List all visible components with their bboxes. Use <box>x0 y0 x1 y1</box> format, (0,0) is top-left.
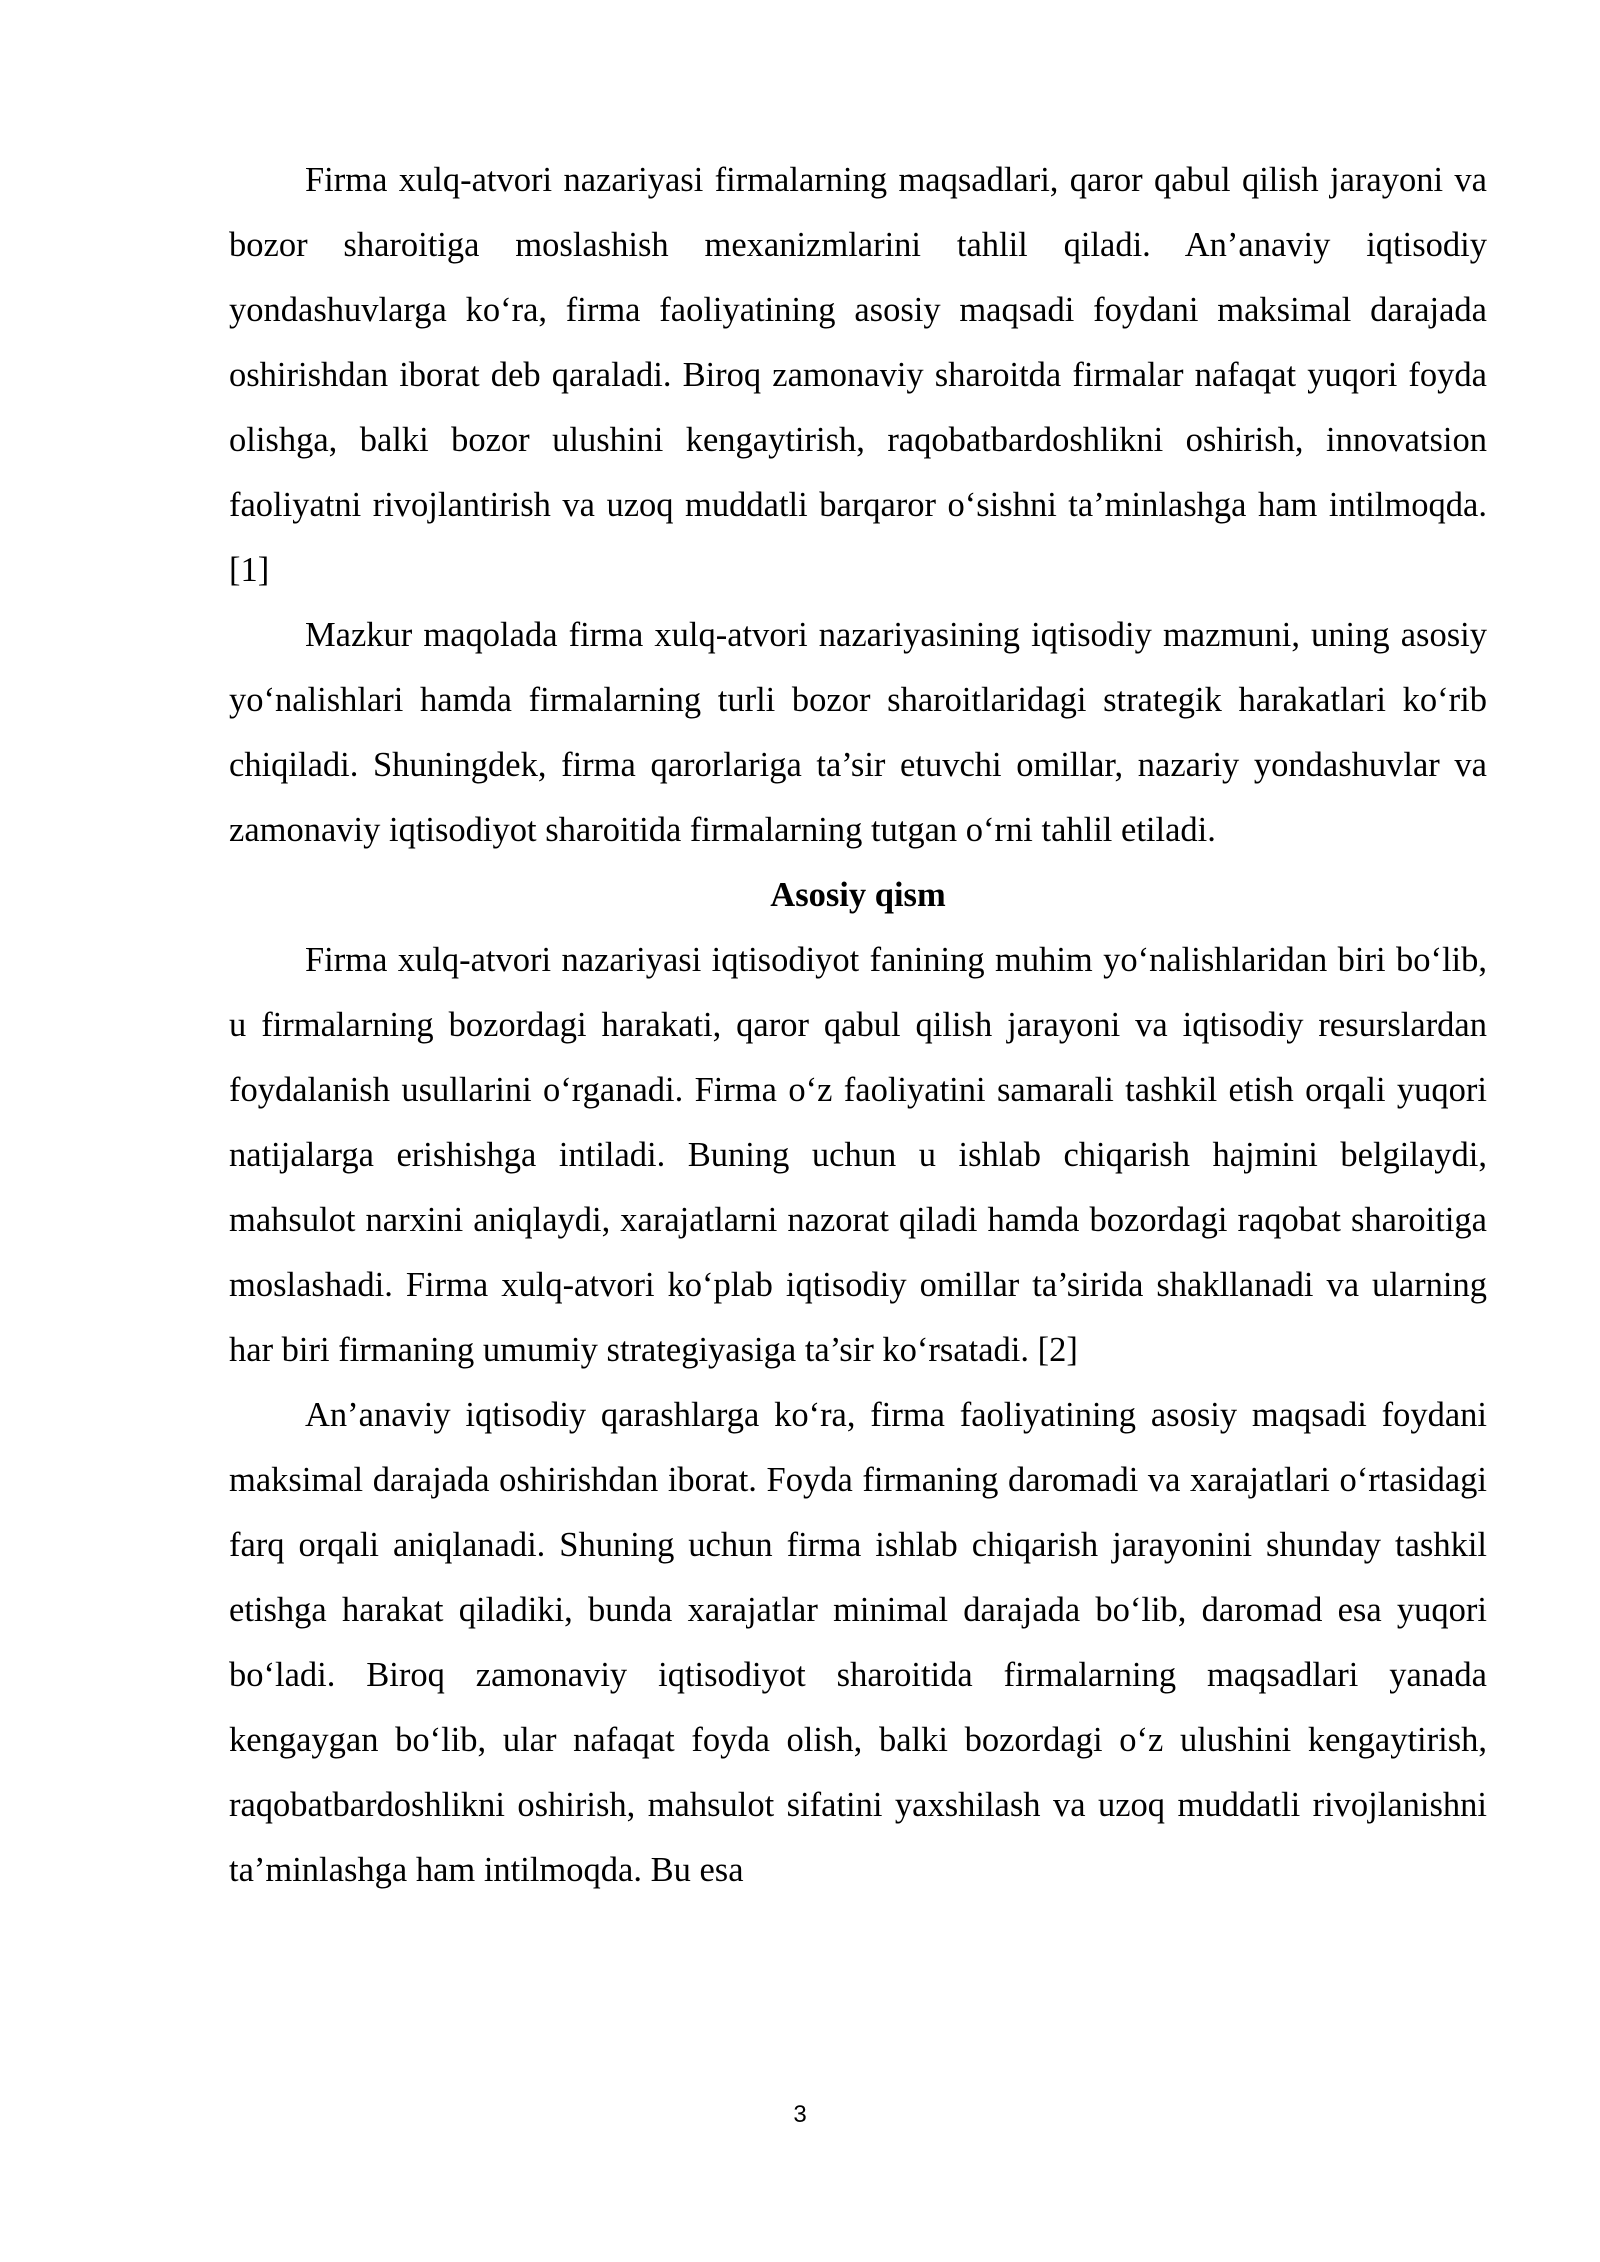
paragraph-intro-2: Mazkur maqolada firma xulq-atvori nazariyasining iqtisodiy mazmuni, uning asosiy yo‘nalishlari hamda firmalarning turli bozor sharoitlaridagi strategik harakatlari ko‘rib chiqiladi. Shuningdek, firma qarorlariga ta’sir etuvchi omillar, nazariy yondashuvlar va zamonaviy iqtisodiyot sharoitida firmalarning tutgan o‘rni tahlil etiladi. <box>229 616 1487 849</box>
paragraph-intro-1: Firma xulq-atvori nazariyasi firmalarning maqsadlari, qaror qabul qilish jarayoni va bozor sharoitiga moslashish mexanizmlarini tahlil qiladi. An’anaviy iqtisodiy yondashuvlarga ko‘ra, firma faoliyatining asosiy maqsadi foydani maksimal darajada oshirishdan iborat deb qaraladi. Biroq zamonaviy sharoitda firmalar nafaqat yuqori foyda olishga, balki bozor ulushini kengaytirish, raqobatbardoshlikni oshirish, innovatsion faoliyatni rivojlantirish va uzoq muddatli barqaror o‘sishni ta’minlashga ham intilmoqda.[1] <box>229 161 1487 589</box>
page-number: 3 <box>793 2101 807 2128</box>
paragraph-main-2: An’anaviy iqtisodiy qarashlarga ko‘ra, firma faoliyatining asosiy maqsadi foydani maksimal darajada oshirishdan iborat. Foyda firmaning daromadi va xarajatlari o‘rtasidagi farq orqali aniqlanadi. Shuning uchun firma ishlab chiqarish jarayonini shunday tashkil etishga harakat qiladiki, bunda xarajatlar minimal darajada bo‘lib, daromad esa yuqori bo‘ladi. Biroq zamonaviy iqtisodiyot sharoitida firmalarning maqsadlari yanada kengaygan bo‘lib, ular nafaqat foyda olish, balki bozordagi o‘z ulushini kengaytirish, raqobatbardoshlikni oshirish, mahsulot sifatini yaxshilash va uzoq muddatli rivojlanishni ta’minlashga ham intilmoqda. Bu esa <box>229 1396 1487 1889</box>
section-heading: Asosiy qism <box>770 876 946 914</box>
page-body <box>229 148 1487 1903</box>
paragraph-main-1: Firma xulq-atvori nazariyasi iqtisodiyot fanining muhim yo‘nalishlaridan biri bo‘lib, u firmalarning bozordagi harakati, qaror qabul qilish jarayoni va iqtisodiy resurslardan foydalanish usullarini o‘rganadi. Firma o‘z faoliyatini samarali tashkil etish orqali yuqori natijalarga erishishga intiladi. Buning uchun u ishlab chiqarish hajmini belgilaydi, mahsulot narxini aniqlaydi, xarajatlarni nazorat qiladi hamda bozordagi raqobat sharoitiga moslashadi. Firma xulq-atvori ko‘plab iqtisodiy omillar ta’sirida shakllanadi va ularning har biri firmaning umumiy strategiyasiga ta’sir ko‘rsatadi. [2] <box>229 941 1487 1369</box>
